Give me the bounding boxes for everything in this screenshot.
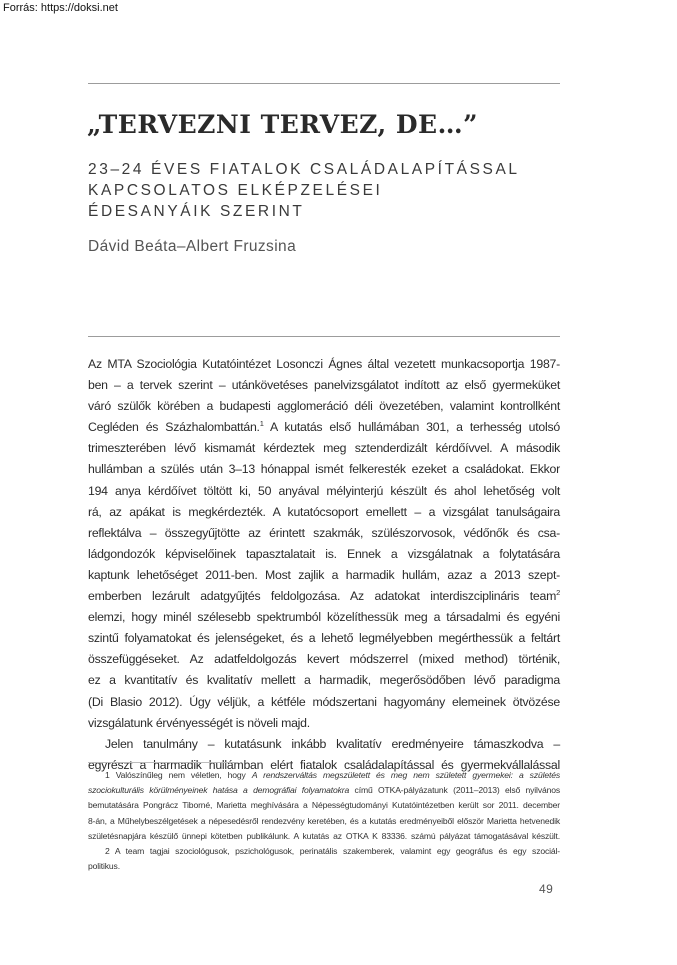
body-text: Cegléden és Százhalombattán. (88, 420, 260, 435)
footnote-line (88, 783, 560, 798)
subtitle-line: KAPCSOLATOS ELKÉPZELÉSEI (88, 182, 383, 199)
footnote-italic: szociokulturális körülményeinek hatása a demográfiai folyamatokra (88, 785, 350, 796)
body-line: trimeszterében lévő kismamát kérdeztek meg sztenderdizált kérdőívvel. A második (88, 441, 560, 456)
footnote-line: 8-án, a Műhelybeszélgetések a népesedésről rendezvény keretében, és a kutatás eredményeiből először Marietta hetvenedik (88, 815, 560, 826)
authors: Dávid Beáta–Albert Fruzsina (88, 238, 297, 255)
footnote-line: politikus. (88, 861, 120, 872)
body-line: Az MTA Szociológia Kutatóintézet Losonczi Ágnes által vezetett munkacsoportja 1987- (88, 357, 560, 371)
body-line: rá, az apákat is megkérdezték. A kutatócsoport emellett – a vizsgálat tanulságaira (88, 504, 560, 519)
body-line: szintű folyamatokat és jelenségeket, és a lehető legmélyebben megérthessük a feltárt (88, 631, 560, 646)
body-line: kaptunk lehetőséget 2011-ben. Most zajlik a harmadik hullám, azaz a 2013 szept- (88, 567, 560, 582)
body-text: A kutatás első hullámában 301, a terhesség utolsó (263, 420, 560, 435)
footnote-line: 2 A team tagjai szociológusok, pszichológusok, perinatális szakemberek, valamint egy geográfus és egy szociál- (105, 845, 560, 856)
body-line: egyrészt a harmadik hullámban elért fiatalok családalapítással és gyermekvállalással (88, 757, 560, 772)
body-line: váró szülők körében a budapesti agglomeráció déli övezetében, valamint kontrollként (88, 399, 560, 414)
body-line: vizsgálatunk érvényességét is növeli majd. (88, 715, 310, 730)
footnote-ref[interactable]: 1 (259, 419, 264, 429)
body-text: emberben lezárult adatgyűjtés feldolgozása. Az adatokat interdiszciplináris team (88, 589, 557, 604)
article-subtitle (88, 159, 520, 222)
body-line: Jelen tanulmány – kutatásunk inkább kvalitatív eredményeire támaszkodva – (105, 736, 560, 751)
body-line: összefüggéseket. Az adatfeldolgozás kevert módszerrel (mixed method) történik, (88, 652, 560, 667)
footnote-line (88, 768, 560, 783)
footnote-line: bemutatására Pongrácz Tiborné, Marietta meghívására a Népességtudományi Kutatóintézetben került sor 2011. december (88, 800, 560, 811)
footnote-text: című OTKA-pályázatunk (2011–2013) első nyilvános (349, 785, 561, 796)
page-number: 49 (539, 882, 554, 896)
header-bottom-rule (88, 336, 560, 337)
footnotes (88, 768, 560, 874)
source-label: Forrás: https://doksi.net (0, 0, 121, 16)
footnote-line: születésnapjára készülő ünnepi kötetben publikálunk. A kutatás az OTKA K 83336. számú pályázat támogatásával készült. (88, 830, 560, 841)
body-line (88, 586, 560, 607)
body-line: ládgondozók képviselőinek tapasztalatait is. Ennek a vizsgálatnak a folytatására (88, 546, 560, 561)
footnote-text: 1 Valószínűleg nem véletlen, hogy (105, 770, 246, 780)
footnote-italic: A rendszerváltás megszületett és meg nem született gyermekei: a születés (251, 770, 561, 780)
footnote-ref[interactable]: 2 (556, 588, 560, 598)
body-line: ez a kvantitatív és kvalitatív mellett a harmadik, megerősödőben lévő paradigma (88, 673, 560, 688)
subtitle-line: ÉDESANYÁIK SZERINT (88, 203, 305, 220)
body-line: reflektálva – összegyűjtötte az érintett szakmák, szülészorvosok, védőnők és csa- (88, 525, 560, 540)
article-body (88, 354, 560, 776)
body-line (88, 417, 560, 438)
body-line: 194 anya kérdőívet töltött ki, 50 anyával mélyinterjú készült és ahol lehetőség volt (88, 483, 560, 498)
footnote-rule (88, 762, 238, 763)
body-line: elemzi, hogy minél szélesebb spektrumból közelíthessük meg a társadalmi és egyéni (88, 610, 560, 625)
article-title: „TERVEZNI TERVEZ, DE…” (87, 110, 478, 139)
body-line: hullámban a szülés után 3–13 hónappal ismét felkeresték ezeket a családokat. Ekkor (88, 462, 560, 477)
body-line: (Di Blasio 2012). Úgy véljük, a kétféle módszertani hagyomány elemeinek ötvözése (88, 694, 560, 709)
subtitle-line: 23–24 ÉVES FIATALOK CSALÁDALAPÍTÁSSAL (88, 161, 520, 178)
top-rule (88, 83, 560, 84)
body-line: ben – a tervek szerint – utánkövetéses panelvizsgálatot indított az első gyermeküket (88, 378, 560, 393)
